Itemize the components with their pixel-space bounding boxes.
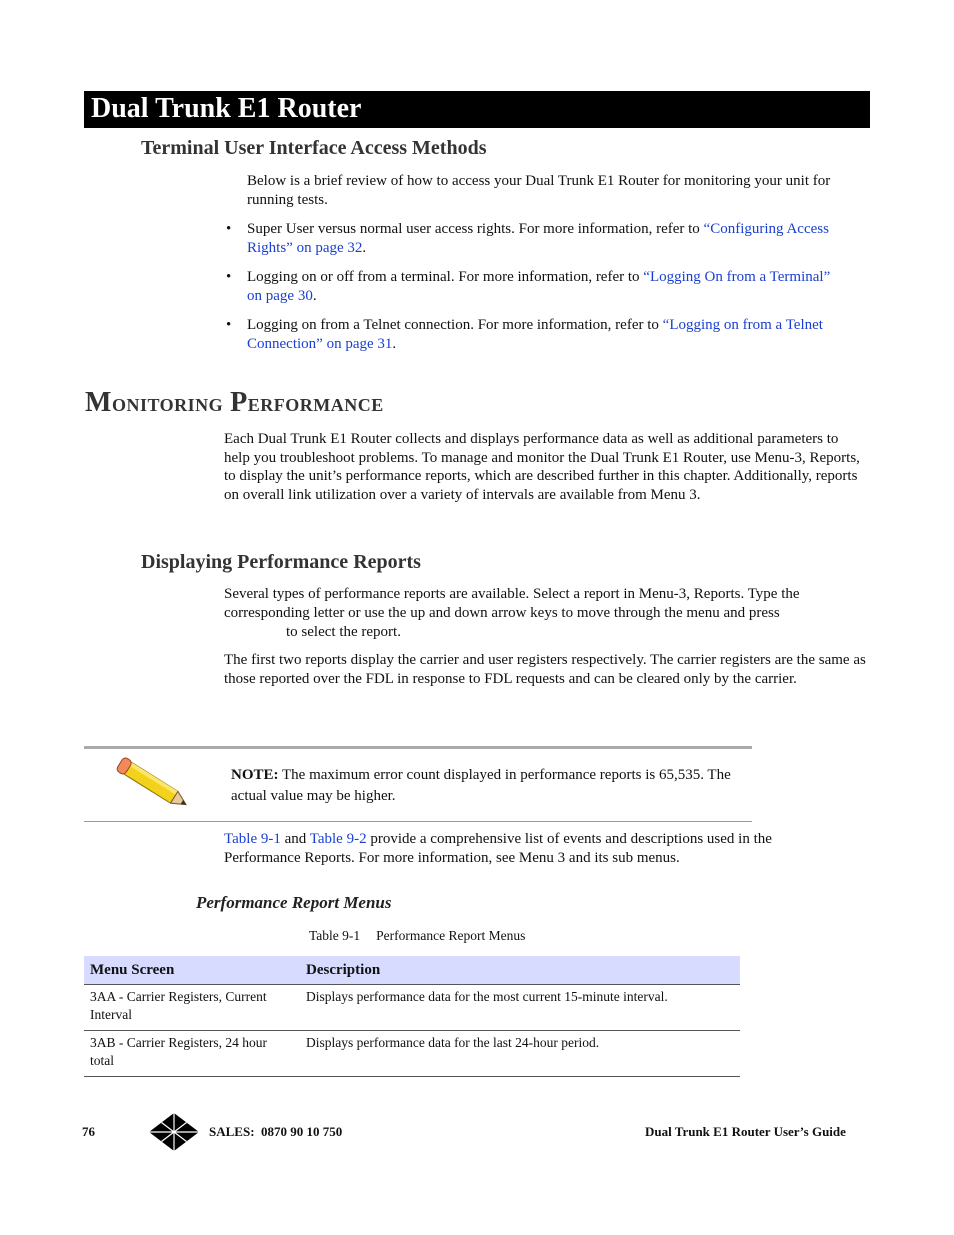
pencil-icon (112, 755, 194, 813)
bullet-item-access-rights: Super User versus normal user access rights. For more information, refer to “Configuring Access Rights” on page 32. (247, 221, 829, 256)
table-cell-menu-screen: 3AB - Carrier Registers, 24 hour total (84, 1031, 300, 1077)
link-logging-on-terminal[interactable]: “Logging On from a Terminal” on page 30 (247, 269, 831, 304)
note-top-rule (84, 746, 752, 749)
reports-paragraph-1-line-1: Several types of performance reports are available. Select a report in Menu-3, Reports. Type the (224, 586, 800, 602)
performance-report-menus-table (84, 956, 740, 1077)
reports-paragraph-2: The first two reports display the carrier and user registers respectively. The carrier registers are the same as those reported over the FDL in response to FDL requests and can be cleared only by the carrier. (224, 652, 866, 687)
reports-paragraph-1-line-2: corresponding letter or use the up and down arrow keys to move through the menu and press (224, 605, 780, 621)
table-cell-description: Displays performance data for the last 24-hour period. (300, 1031, 740, 1077)
note-bottom-rule (84, 821, 752, 822)
link-table-9-2[interactable]: Table 9-2 (309, 831, 367, 847)
table-row (84, 985, 740, 1031)
note-label: NOTE: (231, 767, 279, 783)
link-logging-on-telnet[interactable]: “Logging on from a Telnet Connection” on page 31 (247, 317, 823, 352)
section-heading-access-methods: Terminal User Interface Access Methods (141, 137, 487, 159)
bullet-item-logging-terminal: Logging on or off from a terminal. For more information, refer to “Logging On from a Terminal” on page 30. (247, 269, 831, 304)
table-row (84, 1031, 740, 1077)
company-logo-icon (148, 1112, 200, 1152)
bullet-item-logging-telnet: Logging on from a Telnet connection. For more information, refer to “Logging on from a Telnet Connection” on page 31. (247, 317, 823, 352)
guide-title: Dual Trunk E1 Router User’s Guide (645, 1124, 846, 1139)
link-table-9-1[interactable]: Table 9-1 (224, 831, 281, 847)
table-cell-description: Displays performance data for the most current 15-minute interval. (300, 985, 740, 1031)
table-caption-number: Table 9-1 (309, 928, 361, 943)
column-header-menu-screen: Menu Screen (84, 956, 300, 985)
section-heading-monitoring-performance: Monitoring Performance (85, 387, 384, 418)
table-reference-paragraph: Table 9-1 and Table 9-2 provide a comprehensive list of events and descriptions used in the Performance Reports. For more information, see Menu 3 and its sub menus. (224, 831, 772, 866)
page-number: 76 (82, 1124, 95, 1139)
bullet-marker: • (226, 269, 232, 285)
section-heading-displaying-reports: Displaying Performance Reports (141, 551, 421, 573)
table-caption-title: Performance Report Menus (376, 928, 526, 943)
chapter-header-bar (84, 91, 870, 128)
sales-phone: SALES: 0870 90 10 750 (209, 1124, 343, 1139)
bullet-marker: • (226, 317, 232, 333)
note-text: NOTE: The maximum error count displayed in performance reports is 65,535. The actual value may be higher. (231, 767, 731, 804)
subsection-heading-report-menus: Performance Report Menus (196, 893, 392, 912)
link-configuring-access-rights[interactable]: “Configuring Access Rights” on page 32 (247, 221, 829, 256)
bullet-marker: • (226, 221, 232, 237)
access-intro-paragraph: Below is a brief review of how to access your Dual Trunk E1 Router for monitoring your unit for running tests. (247, 173, 831, 208)
table-header-row (84, 956, 740, 985)
monitoring-paragraph: Each Dual Trunk E1 Router collects and displays performance data as well as additional parameters to help you troubleshoot problems. To manage and monitor the Dual Trunk E1 Router, use Menu-3, Reports, to display the unit’s performance reports, which are described further in this chapter. Additionally, reports on overall link utilization over a variety of intervals are available from Menu 3. (224, 431, 860, 504)
chapter-title: Dual Trunk E1 Router (91, 93, 362, 124)
reports-paragraph-1-line-3: to select the report. (286, 624, 401, 640)
column-header-description: Description (300, 956, 740, 985)
table-cell-menu-screen: 3AA - Carrier Registers, Current Interval (84, 985, 300, 1031)
table-caption (309, 928, 525, 944)
